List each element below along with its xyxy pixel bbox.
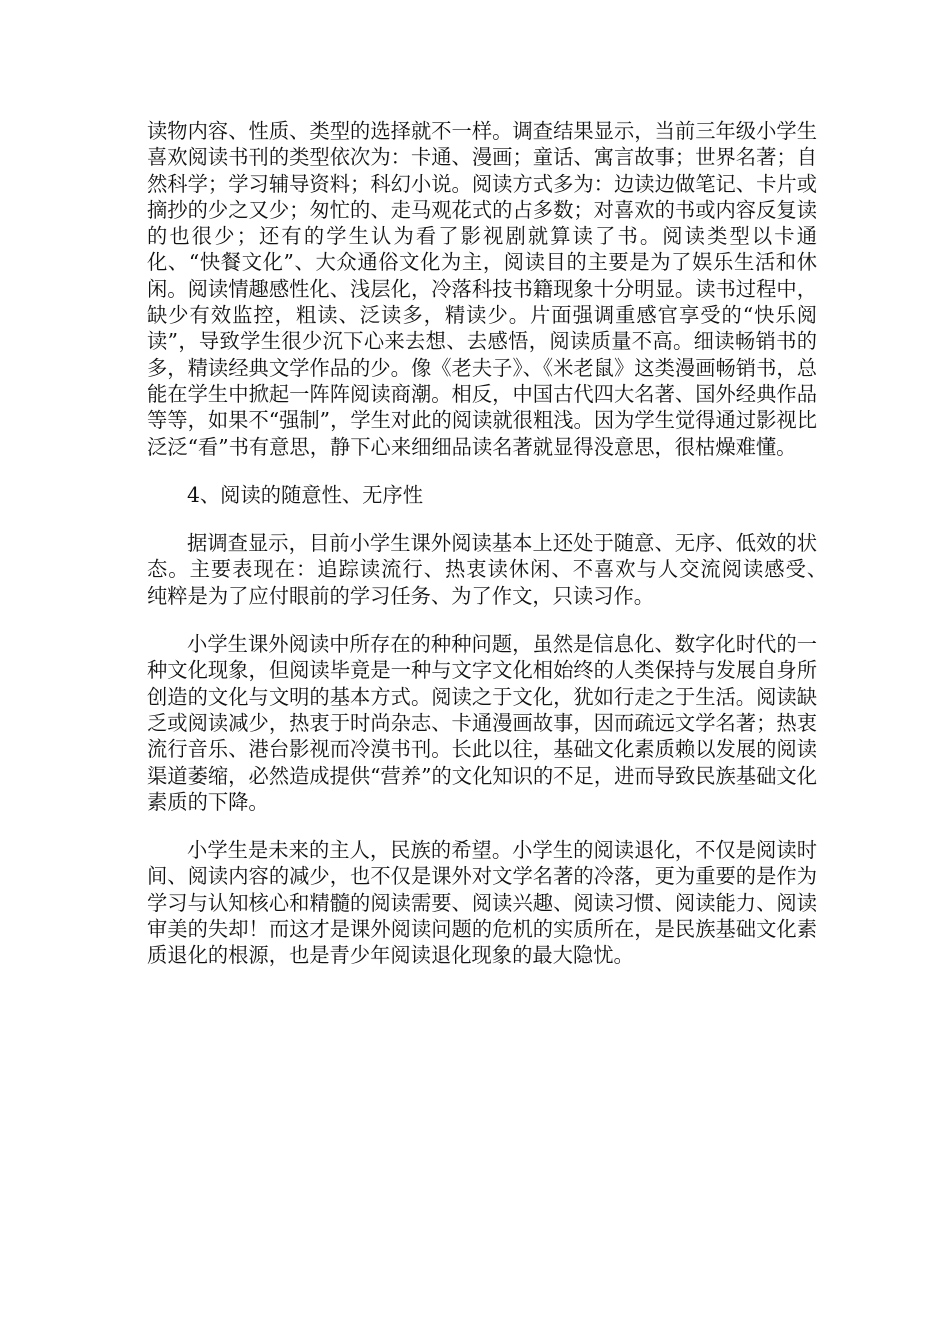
document-page (147, 118, 838, 969)
paragraph-survey-randomness: 据调查显示，目前小学生课外阅读基本上还处于随意、无序、低效的状态。主要表现在：追踪读流行、热衷读休闲、不喜欢与人交流阅读感受、 纯粹是为了应付眼前的学习任务、为了作文，只读习作。 (147, 531, 838, 608)
paragraph-future-hope: 小学生是未来的主人，民族的希望。小学生的阅读退化，不仅是阅读时间、阅读内容的减少，也不仅是课外对文学名著的冷落，更为重要的是作为学习与认知核心和精髓的阅读需要、阅读兴趣、阅读习惯、阅读能力、阅读审美的失却！而这才是课外阅读问题的危机的实质所在，是民族基础文化素质退化的根源，也是青少年阅读退化现象的最大隐忧。 (147, 838, 817, 968)
paragraph-reading-types: 读物内容、性质、类型的选择就不一样。调查结果显示，当前三年级小学生喜欢阅读书刊的类型依次为：卡通、漫画；童话、寓言故事；世界名著；自然科学；学习辅导资料；科幻小说。阅读方式多为：边读边做笔记、卡片或摘抄的少之又少；匆忙的、走马观花式的占多数；对喜欢的书或内容反复读的也很少；还有的学生认为看了影视剧就算读了书。阅读类型以卡通化、“快餐文化”、大众通俗文化为主，阅读目的主要是为了娱乐生活和休闲。阅读情趣感性化、浅层化，冷落科技书籍现象十分明显。读书过程中，缺少有效监控，粗读、泛读多，精读少。片面强调重感官享受的“快乐阅读”，导致学生很少沉下心来去想、去感悟，阅读质量不高。细读畅销书的多，精读经典文学作品的少。像《老夫子》、《米老鼠》这类漫画畅销书，总能在学生中掀起一阵阵阅读商潮。相反，中国古代四大名著、国外经典作品等等，如果不“强制”，学生对此的阅读就很粗浅。因为学生觉得通过影视比泛泛“看”书有意思，静下心来细细品读名著就显得没意思，很枯燥难懂。 (147, 119, 817, 459)
section-heading-randomness: 4、阅读的随意性、无序性 (187, 482, 423, 507)
paragraph-cultural-problems: 小学生课外阅读中所存在的种种问题，虽然是信息化、数字化时代的一种文化现象，但阅读毕竟是一种与文字文化相始终的人类保持与发展自身所创造的文化与文明的基本方式。阅读之于文化，犹如行走之于生活。阅读缺乏或阅读减少，热衷于时尚杂志、卡通漫画故事，因而疏远文学名著；热衷流行音乐、港台影视而冷漠书刊。长此以往，基础文化素质赖以发展的阅读渠道萎缩，必然造成提供“营养”的文化知识的不足，进而导致民族基础文化素质的下降。 (147, 632, 817, 814)
